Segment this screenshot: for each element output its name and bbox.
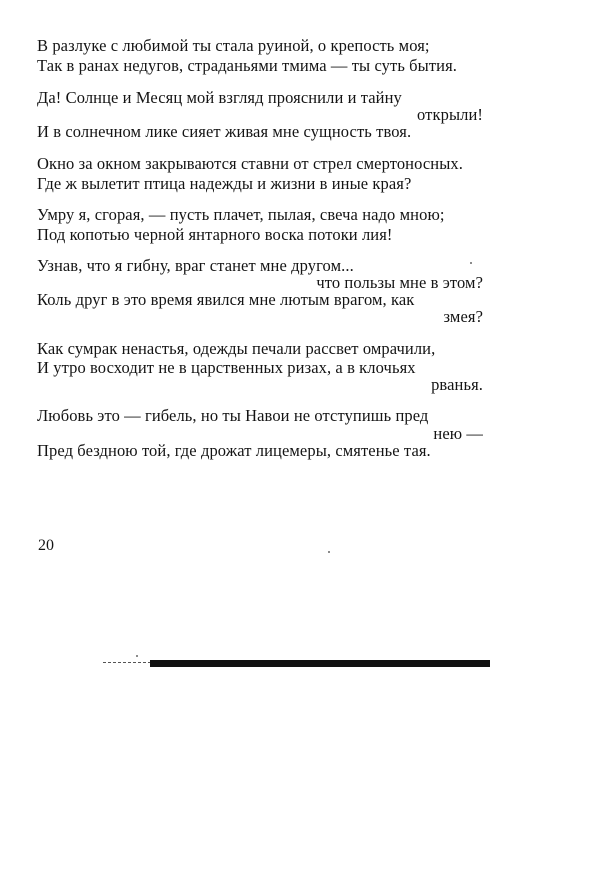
poem-line: Как сумрак ненастья, одежды печали рассвет омрачили, [37,339,436,358]
poem-line: Да! Солнце и Месяц мой взгляд прояснили и тайну [37,88,402,107]
poem-line: Где ж вылетит птица надежды и жизни в иные края? [37,174,412,193]
poem-line: Окно за окном закрываются ставни от стрел смертоносных. [37,154,463,173]
poem-line: И утро восходит не в царственных ризах, а в клочьях [37,358,416,377]
print-speck [470,262,472,264]
poem-line: Пред бездною той, где дрожат лицемеры, смятенье тая. [37,441,431,460]
print-speck [328,551,330,553]
poem-line: Умру я, сгорая, — пусть плачет, пылая, свеча надо мною; [37,205,445,224]
bottom-rule-dashes [103,662,151,663]
poem-line: В разлуке с любимой ты стала руиной, о крепость моя; [37,36,430,55]
poem-line: Узнав, что я гибну, враг станет мне другом... [37,256,354,275]
poem-line-continuation: что пользы мне в этом? [316,273,483,292]
poem-line: Так в ранах недугов, страданьями тмима — ты суть бытия. [37,56,458,75]
poem-line-continuation: рванья. [431,375,483,394]
poem-line: Любовь это — гибель, но ты Навои не отступишь пред [37,406,429,425]
poem-line-continuation: открыли! [417,105,483,124]
page-number: 20 [38,537,54,554]
bottom-rule [150,660,490,667]
poem-line: Коль друг в это время явился мне лютым врагом, как [37,290,415,309]
poem-line: Под копотью черной янтарного воска потоки лия! [37,225,393,244]
poem-line-continuation: змея? [443,307,483,326]
print-speck [136,655,138,657]
poem-line-continuation: нею — [433,424,483,443]
poem-line: И в солнечном лике сияет живая мне сущность твоя. [37,122,412,141]
